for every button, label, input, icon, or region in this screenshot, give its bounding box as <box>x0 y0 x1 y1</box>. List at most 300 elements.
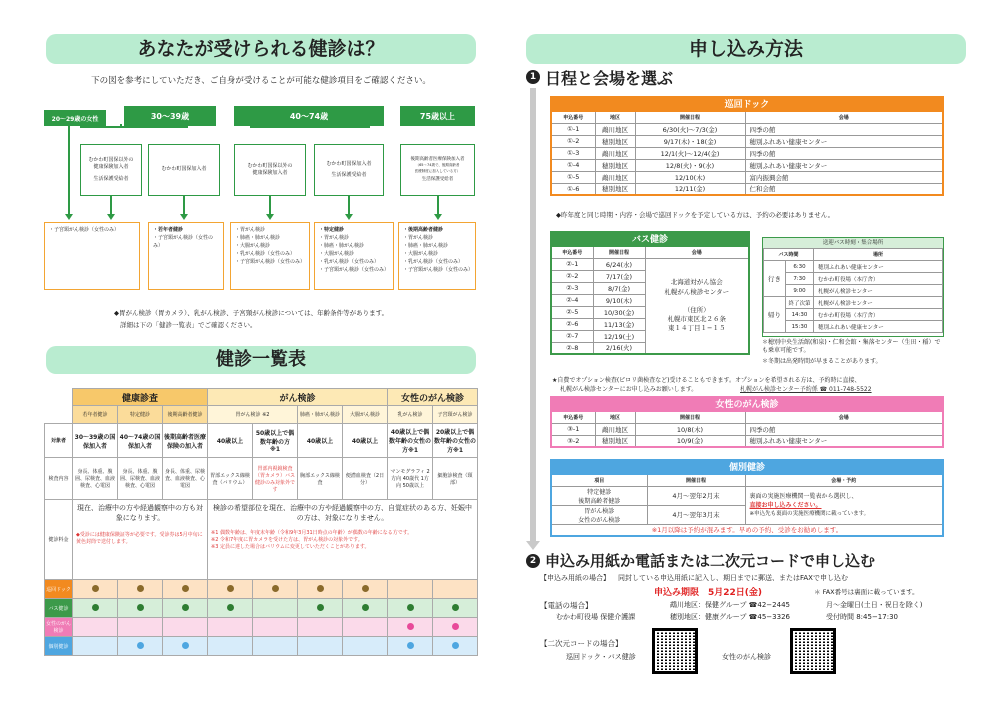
apply-number: ①-2 <box>551 135 595 147</box>
target-cell: 40歳以上 <box>343 424 388 458</box>
connector <box>348 196 350 214</box>
schedule: 12/10(木) <box>635 171 745 183</box>
apply-number: ①-3 <box>551 147 595 159</box>
availability-cell <box>298 637 343 656</box>
availability-cell <box>343 618 388 637</box>
dot-row-josei <box>45 618 478 637</box>
availability-cell <box>298 618 343 637</box>
availability-cell <box>388 637 433 656</box>
row-label: 女性のがん検診 <box>45 618 73 637</box>
availability-cell <box>208 637 253 656</box>
table-row <box>551 258 749 270</box>
category-line: 健康保険加入者 <box>252 170 288 176</box>
availability-cell <box>73 599 118 618</box>
age-75: 75歳以上 <box>400 106 475 126</box>
fee-cell <box>208 500 478 580</box>
availability-cell <box>118 637 163 656</box>
table-row <box>551 123 943 135</box>
availability-cell <box>163 599 208 618</box>
target-cell: 後期高齢者医療保険の加入者 <box>163 424 208 458</box>
district: 鵡川地区 <box>595 123 635 135</box>
banner-application: 申し込み方法 <box>526 34 966 64</box>
kobetsu-item: 胃がん検診 女性のがん検診 <box>551 505 647 524</box>
available-dot-icon <box>137 585 144 592</box>
row-label: 検査内容 <box>45 458 73 500</box>
exam-item: ・肺癌・肺がん検診 <box>403 243 449 249</box>
col-header: 乳がん検診 <box>388 406 433 424</box>
col-header: 若年者健診 <box>73 406 118 424</box>
availability-cell <box>253 637 298 656</box>
available-dot-icon <box>407 604 414 611</box>
qr-code-josei[interactable] <box>790 628 836 674</box>
step1-number-icon: 1 <box>526 70 540 84</box>
fee-note: ※2 令和7年度に胃カメラを受けた方は、胃がん検診の対象外です。 <box>211 537 363 543</box>
bus-note-1: ＊穂別中央生活館(和泉)・仁和会館・集落センター（生田・稲）でも乗車可能です。 <box>762 339 941 354</box>
availability-cell <box>433 618 478 637</box>
category-box-3 <box>234 144 306 196</box>
kobetsu-date: 4月〜翌年2月末 <box>647 486 745 505</box>
category-box-2 <box>148 144 220 196</box>
availability-cell <box>118 618 163 637</box>
content-cell: 胸部エックス線検査 <box>298 458 343 500</box>
exam-item: ・胃がん検診 <box>319 235 350 241</box>
table-row <box>551 423 943 435</box>
schedule: 12/8(火)・9(水) <box>635 159 745 171</box>
fee-note: ◆受診には健康保険証等が必要です。受診券は5月中旬に黄色封筒で送付します。 <box>76 532 203 545</box>
target-cell: 30〜39歳の国保加入者 <box>73 424 118 458</box>
bus-place: 札幌がん検診センター <box>814 297 943 309</box>
venue-line: 北海道対がん協会 <box>670 278 723 287</box>
exam-item: ・大腸がん検診 <box>235 243 271 249</box>
available-dot-icon <box>452 604 459 611</box>
josei-header: 申込番号 <box>551 411 595 423</box>
kobetsu-venue-line: 裏面の実施医療機関一覧表から選択し、 <box>749 492 858 500</box>
district: 穂別地区 <box>595 159 635 171</box>
kobetsu-note: ※1月以降は予約が混みます。早めの予約、受診をお勧めします。 <box>551 524 943 536</box>
apply-number: ②-2 <box>551 270 593 282</box>
availability-cell <box>343 580 388 599</box>
schedule: 9/17(木)・18(金) <box>635 135 745 147</box>
connector <box>110 196 112 214</box>
kobetsu-venue <box>745 486 943 524</box>
arrow-icon <box>107 214 115 220</box>
apply-number: ②-5 <box>551 306 593 318</box>
exam-item: ・子宮頸がん検診（女性のみ） <box>49 227 120 233</box>
availability-cell <box>73 618 118 637</box>
available-dot-icon <box>452 642 459 649</box>
bus-time: 15:30 <box>786 321 814 333</box>
kobetsu-venue-line: ※申込先も裏面の実施医療機関に載っています。 <box>749 510 870 517</box>
exam-item: ・乳がん検診（女性のみ） <box>403 259 464 265</box>
exam-item: ・胃がん検診 <box>403 235 434 241</box>
available-dot-icon <box>452 623 459 630</box>
exam-title: ・後期高齢者健診 <box>403 227 444 233</box>
bus-time: 終了次第 <box>786 297 814 309</box>
junkai-rows <box>551 123 943 195</box>
dot-row-bus <box>45 599 478 618</box>
venue: 四季の館 <box>745 147 943 159</box>
category-line: 後期高齢者医療保険加入者 <box>410 156 465 162</box>
category-line: むかわ町国保以外の <box>88 156 134 163</box>
bus-timetable-table <box>763 248 943 333</box>
venue-line: 札幌がん検診センター <box>664 287 730 296</box>
col-header: 子宮頸がん検診 <box>433 406 478 424</box>
col-header: 後期高齢者健診 <box>163 406 208 424</box>
arrow-icon <box>345 214 353 220</box>
junkai-header: 申込番号 <box>551 111 595 123</box>
fee-cell <box>73 500 208 580</box>
exam-title: ・特定健診 <box>319 227 345 233</box>
venue: 四季の館 <box>745 423 943 435</box>
go-label: 行き <box>764 261 786 297</box>
connector <box>250 126 370 128</box>
exam-item: ・乳がん検診（女性のみ） <box>319 259 380 265</box>
venue-line: 札幌市東区北２６条 <box>667 314 726 323</box>
available-dot-icon <box>227 585 234 592</box>
row-label: バス健診 <box>45 599 73 618</box>
apply-number: ②-1 <box>551 258 593 270</box>
age-20-29: 20〜29歳の女性 <box>44 110 106 126</box>
col-header: 肺癌・肺がん検診 <box>298 406 343 424</box>
bus-note-2: ＊冬期は出発時間が早まることがあります。 <box>762 358 882 365</box>
venue: 富内振興会館 <box>745 171 943 183</box>
intro-text: 下の図を参考にしていただき、ご自身が受けることが可能な健診項目をご確認ください。 <box>91 76 431 86</box>
exam-item: ・子宮頸がん検診（女性のみ） <box>403 267 474 273</box>
district: 穂別地区 <box>595 183 635 195</box>
bus-table <box>550 245 750 355</box>
category-line: むかわ町国保加入者 <box>161 166 207 173</box>
phone-label: 【電話の場合】 <box>540 601 593 610</box>
venue: 穂別ふれあい健康センター <box>745 135 943 147</box>
content-cell: 胃部内視鏡検査（胃カメラ）バス健診のみ対象外です <box>253 458 298 500</box>
category-line: 生活保護受給者 <box>421 176 454 182</box>
exam-title: ・若年者健診 <box>153 227 184 233</box>
exam-item: ・肺癌・肺がん検診 <box>235 235 281 241</box>
junkai-note: ◆昨年度と同じ時期・内容・会場で巡回ドックを予定している方は、予約の必要はありません。 <box>556 211 835 219</box>
schedule: 10/30(金) <box>593 306 645 318</box>
available-dot-icon <box>407 623 414 630</box>
option-note: ★自費でオプション検査(ピロリ菌検査など)受けることもできます。オプションを希望される方は、予約時に直接、 <box>552 377 861 384</box>
content-cell: 胃部エックス線検査（バリウム） <box>208 458 253 500</box>
group-josei: 女性のがん検診 <box>388 389 478 406</box>
available-dot-icon <box>182 604 189 611</box>
apply-number: ②-8 <box>551 342 593 354</box>
availability-cell <box>163 637 208 656</box>
kobetsu-table <box>550 473 944 537</box>
availability-cell <box>253 580 298 599</box>
availability-cell <box>118 599 163 618</box>
schedule: 12/1(火)〜12/4(金) <box>635 147 745 159</box>
return-label: 帰り <box>764 297 786 333</box>
schedule: 6/24(水) <box>593 258 645 270</box>
venue: 仁和会館 <box>745 183 943 195</box>
bus-time: 9:00 <box>786 285 814 297</box>
target-cell: 40〜74歳の国保加入者 <box>118 424 163 458</box>
category-line: むかわ町国保以外の <box>247 162 293 169</box>
bus-rows <box>551 258 749 354</box>
bus-header: 開催日程 <box>593 246 645 258</box>
exam-item: ・肺癌・肺がん検診 <box>319 243 365 249</box>
category-line: 医療制度に加入している方） <box>414 168 461 173</box>
connector <box>183 196 185 214</box>
bus-place: むかわ町役場（本庁舎） <box>814 309 943 321</box>
availability-cell <box>388 618 433 637</box>
exam-box-1 <box>44 222 140 290</box>
kobetsu-item: 特定健診 後期高齢者健診 <box>551 486 647 505</box>
see-list-note: 詳細は下の「健診一覧表」でご確認ください。 <box>120 321 257 329</box>
available-dot-icon <box>362 585 369 592</box>
apply-number: ②-4 <box>551 294 593 306</box>
qr-label: 【二次元コードの場合】 <box>540 639 623 648</box>
exam-box-3 <box>230 222 310 290</box>
target-cell: 20歳以上で偶数年齢の女性の方※1 <box>433 424 478 458</box>
bus-timetable-title: 送迎バス時刻・集合場所 <box>763 238 943 248</box>
category-box-1 <box>80 144 142 196</box>
phone-hobetsu: 穂別地区：健康グループ ☎45−3326 <box>670 613 790 621</box>
availability-cell <box>298 580 343 599</box>
exam-item: ・大腸がん検診 <box>319 251 355 257</box>
venue-line <box>648 297 747 306</box>
schedule: 9/10(木) <box>593 294 645 306</box>
paper-text: 同封している申込用紙に記入し、期日までに郵送、またはFAXで申し込む <box>618 574 848 582</box>
connector <box>68 126 70 214</box>
schedule: 6/30(火)〜7/3(金) <box>635 123 745 135</box>
kobetsu-header: 開催日程 <box>647 474 745 486</box>
arrow-icon <box>180 214 188 220</box>
availability-cell <box>73 580 118 599</box>
deadline: 申込み期限 5月22日(金) <box>654 588 763 598</box>
arrow-icon <box>65 214 73 220</box>
group-kenko: 健康診査 <box>73 389 208 406</box>
kobetsu-title: 個別健診 <box>550 459 944 473</box>
step1-title: 日程と会場を選ぶ <box>545 69 674 88</box>
junkai-header: 地区 <box>595 111 635 123</box>
exam-item: ・子宮頸がん検診（女性のみ） <box>319 267 390 273</box>
availability-cell <box>298 599 343 618</box>
availability-cell <box>433 637 478 656</box>
venue-line: 東１４丁目１−１５ <box>668 323 726 332</box>
checkup-list-table <box>44 388 478 656</box>
schedule: 12/11(金) <box>635 183 745 195</box>
bus-header: 会場 <box>645 246 749 258</box>
row-label: 個別健診 <box>45 637 73 656</box>
junkai-table <box>550 110 944 196</box>
availability-cell <box>208 618 253 637</box>
available-dot-icon <box>227 604 234 611</box>
available-dot-icon <box>137 642 144 649</box>
apply-number: ②-6 <box>551 318 593 330</box>
availability-cell <box>433 599 478 618</box>
connector <box>80 126 188 128</box>
bus-timetable <box>762 237 944 337</box>
availability-cell <box>253 618 298 637</box>
connector <box>437 196 439 214</box>
schedule: 10/8(木) <box>635 423 745 435</box>
step2-title: 申込み用紙か電話または二次元コードで申し込む <box>545 552 876 570</box>
target-cell: 40歳以上 <box>208 424 253 458</box>
arrow-icon <box>434 214 442 220</box>
timetable-header: バス時間 <box>764 249 814 261</box>
category-line: 生活保護受給者 <box>93 175 129 182</box>
blank-cell <box>45 389 73 424</box>
category-line: 健康保険加入者 <box>93 164 129 171</box>
qr-code-junkai-bus[interactable] <box>652 628 698 674</box>
table-row <box>551 135 943 147</box>
available-dot-icon <box>182 585 189 592</box>
josei-header: 会場 <box>745 411 943 423</box>
fee-note: ※1 偶数年齢は、年度末年齢（令和9年3月31日時点の年齢）が偶数の年齢になる方です。 <box>211 530 413 536</box>
paper-label: 【申込み用紙の場合】 <box>540 574 610 582</box>
row-label: 対象者 <box>45 424 73 458</box>
schedule: 8/7(金) <box>593 282 645 294</box>
banner-checkup-list: 健診一覧表 <box>46 346 476 374</box>
connector <box>269 196 271 214</box>
bus-time: 14:30 <box>786 309 814 321</box>
age-40-74: 40〜74歳 <box>234 106 384 126</box>
table-row <box>551 435 943 447</box>
category-line: 生活保護受給者 <box>331 172 367 178</box>
availability-cell <box>163 618 208 637</box>
bus-title: バス健診 <box>550 231 750 245</box>
row-label: 健診料金 <box>45 500 73 580</box>
qr-text-1: 巡回ドック・バス健診 <box>566 653 636 661</box>
available-dot-icon <box>182 642 189 649</box>
availability-cell <box>163 580 208 599</box>
available-dot-icon <box>137 604 144 611</box>
exam-item: ・胃がん検診 <box>235 227 266 233</box>
timetable-header: 場所 <box>814 249 943 261</box>
availability-cell <box>388 599 433 618</box>
bus-place: 札幌がん検診センター <box>814 285 943 297</box>
district: 鵡川地区 <box>595 423 635 435</box>
bus-venue <box>645 258 749 354</box>
age-30-39: 30〜39歳 <box>124 106 216 126</box>
kobetsu-venue-line: 直接お申し込みください。 <box>749 501 822 509</box>
option-note-2: 札幌がん検診センターにお申し込みお願いします。 <box>560 386 698 393</box>
category-line: （65〜74歳で、後期高齢者 <box>415 163 460 168</box>
josei-header: 地区 <box>595 411 635 423</box>
office-name: むかわ町役場 保健介護課 <box>556 613 636 621</box>
bus-header: 申込番号 <box>551 246 593 258</box>
availability-cell <box>253 599 298 618</box>
phone-mukawa: 鵡川地区：保健グループ ☎42−2445 <box>670 601 790 609</box>
josei-table <box>550 410 944 448</box>
kobetsu-header: 会場・予約 <box>745 474 943 486</box>
exam-item: ・子宮頸がん検診（女性のみ） <box>235 259 306 265</box>
availability-cell <box>73 637 118 656</box>
content-cell: 身長、体重、腹囲、尿検査、血液検査、心電図 <box>73 458 118 500</box>
available-dot-icon <box>317 585 324 592</box>
content-cell: 細胞診検査（頸部） <box>433 458 478 500</box>
col-header: 大腸がん検診 <box>343 406 388 424</box>
col-header: 特定健診 <box>118 406 163 424</box>
available-dot-icon <box>362 604 369 611</box>
available-dot-icon <box>317 604 324 611</box>
apply-number: ②-3 <box>551 282 593 294</box>
josei-header: 開催日程 <box>635 411 745 423</box>
district: 穂別地区 <box>595 135 635 147</box>
junkai-header: 開催日程 <box>635 111 745 123</box>
target-cell: 40歳以上で偶数年齢の女性の方※1 <box>388 424 433 458</box>
content-cell: 便潜血検査（2日分） <box>343 458 388 500</box>
exam-item: ・子宮頸がん検診（女性のみ） <box>153 235 214 249</box>
dot-row-junkai <box>45 580 478 599</box>
district: 穂別地区 <box>595 435 635 447</box>
table-row <box>551 147 943 159</box>
group-gan: がん検診 <box>208 389 388 406</box>
exam-box-4 <box>314 222 394 290</box>
row-label: 巡回ドック <box>45 580 73 599</box>
available-dot-icon <box>407 642 414 649</box>
schedule: 12/19(土) <box>593 330 645 342</box>
bus-time: 7:30 <box>786 273 814 285</box>
category-line: むかわ町国保加入者 <box>326 160 372 167</box>
target-cell: 50歳以上で偶数年齢の方 ※1 <box>253 424 298 458</box>
district: 鵡川地区 <box>595 147 635 159</box>
apply-number: ①-6 <box>551 183 595 195</box>
bus-place: 穂別ふれあい健康センター <box>814 261 943 273</box>
apply-number: ①-1 <box>551 123 595 135</box>
availability-cell <box>208 599 253 618</box>
dot-row-kobetsu <box>45 637 478 656</box>
schedule: 11/13(金) <box>593 318 645 330</box>
available-dot-icon <box>272 585 279 592</box>
district: 鵡川地区 <box>595 171 635 183</box>
table-row <box>551 171 943 183</box>
apply-number: ①-4 <box>551 159 595 171</box>
schedule: 10/9(金) <box>635 435 745 447</box>
age-condition-note: ◆胃がん検診（胃カメラ）、乳がん検診、子宮頸がん検診については、年齢条件等があります。 <box>114 309 389 317</box>
col-header: 胃がん検診 ※2 <box>208 406 298 424</box>
table-row <box>551 183 943 195</box>
josei-rows <box>551 423 943 447</box>
exam-item: ・大腸がん検診 <box>403 251 439 257</box>
availability-cell <box>208 580 253 599</box>
availability-cell <box>433 580 478 599</box>
progress-arrow-line <box>530 88 536 543</box>
target-cell: 40歳以上 <box>298 424 343 458</box>
bus-time: 6:30 <box>786 261 814 273</box>
bus-place: 穂別ふれあい健康センター <box>814 321 943 333</box>
banner-available-checkups: あなたが受けられる健診は？ <box>46 34 476 64</box>
category-box-4 <box>314 144 384 196</box>
schedule: 2/16(火) <box>593 342 645 354</box>
availability-cell <box>388 580 433 599</box>
apply-number: ①-5 <box>551 171 595 183</box>
option-tel: 札幌がん検診センター予約係 ☎ 011-748-5522 <box>740 386 872 393</box>
kobetsu-header: 項目 <box>551 474 647 486</box>
venue: 四季の館 <box>745 123 943 135</box>
bus-place: むかわ町役場（本庁舎） <box>814 273 943 285</box>
qr-text-2: 女性のがん検診 <box>722 653 771 661</box>
content-cell: マンモグラフィ 2方向 40歳代 1方向 50歳以上 <box>388 458 433 500</box>
venue: 穂別ふれあい健康センター <box>745 159 943 171</box>
venue: 穂別ふれあい健康センター <box>745 435 943 447</box>
exam-item: ・乳がん検診（女性のみ） <box>235 251 296 257</box>
step2-number-icon: 2 <box>526 554 540 568</box>
available-dot-icon <box>92 604 99 611</box>
kobetsu-date: 4月〜翌年3月末 <box>647 505 745 524</box>
availability-cell <box>343 637 388 656</box>
venue-line: （住所） <box>683 305 710 314</box>
availability-cell <box>343 599 388 618</box>
exam-box-5 <box>398 222 476 290</box>
fee-text: 検診の希望部位を現在、治療中の方や経過観察中の方、自覚症状のある方、妊娠中の方は、対象になりません。 <box>213 504 472 522</box>
exam-box-2 <box>148 222 224 290</box>
josei-title: 女性のがん検診 <box>550 396 944 410</box>
junkai-title: 巡回ドック <box>550 96 944 110</box>
apply-number: ③-2 <box>551 435 595 447</box>
